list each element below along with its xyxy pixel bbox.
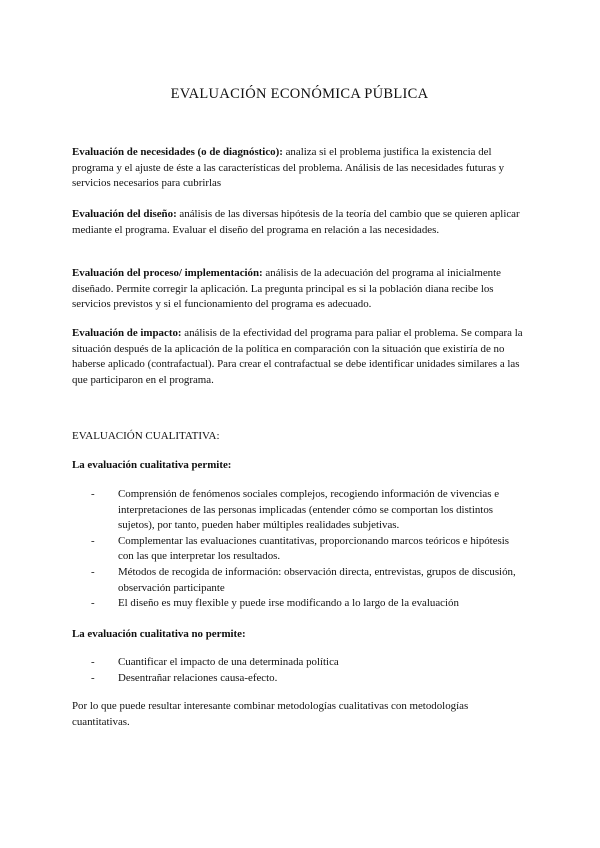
term-process-evaluation: Evaluación del proceso/ implementación:	[72, 267, 263, 279]
dash-bullet: -	[91, 534, 95, 547]
text-impact-evaluation: análisis de la efectividad del programa para paliar el problema. Se compara la situación después de la aplicación de la política en comparación con la situación que existiría de no haberse aplicado (contrafactual). Para crear el contrafactual se debe identificar unidades similares a las que participaron en el programa.	[72, 327, 523, 386]
not-permits-subheading: La evaluación cualitativa no permite:	[72, 628, 246, 640]
term-needs-evaluation: Evaluación de necesidades (o de diagnóstico):	[72, 146, 283, 158]
list-item: - Complementar las evaluaciones cuantitativas, proporcionando marcos teóricos e hipótesis con las que interpretar los resultados.	[91, 534, 510, 563]
dash-bullet: -	[91, 656, 95, 668]
list-item: - El diseño es muy flexible y puede irse modificando a lo largo de la evaluación	[72, 596, 527, 612]
term-design-evaluation: Evaluación del diseño:	[72, 208, 177, 220]
dash-bullet: -	[91, 671, 95, 684]
dash-bullet: -	[91, 597, 95, 610]
list-item: - Desentrañar relaciones causa-efecto.	[72, 671, 527, 687]
dash-bullet: -	[91, 565, 95, 578]
term-impact-evaluation: Evaluación de impacto:	[72, 327, 182, 339]
list-item: - Cuantificar el impacto de una determinada política	[72, 655, 527, 671]
paragraph-needs-evaluation	[72, 145, 527, 192]
dash-bullet: -	[91, 488, 95, 500]
conclusion-paragraph: Por lo que puede resultar interesante combinar metodologías cualitativas con metodologías cuantitativas.	[72, 700, 469, 728]
document-title: EVALUACIÓN ECONÓMICA PÚBLICA	[170, 86, 429, 102]
permits-subheading: La evaluación cualitativa permite:	[72, 459, 232, 471]
list-item: - Comprensión de fenómenos sociales complejos, recogiendo información de vivencias e interpretaciones de las personas implicadas (entender cómo se comportan los distintos sujetos), por tanto, pueden haber múltiples realidades subjetivas.	[91, 488, 500, 532]
text-design-evaluation: análisis de las diversas hipótesis de la teoría del cambio que se quieren aplicar mediante el programa. Evaluar el diseño del programa en relación a las necesidades.	[72, 208, 520, 236]
paragraph-impact-evaluation	[72, 326, 527, 388]
permits-list	[72, 487, 527, 612]
list-item: - Métodos de recogida de información: observación directa, entrevistas, grupos de discusión, observación participante	[91, 565, 516, 594]
text-process-evaluation: análisis de la adecuación del programa al inicialmente diseñado. Permite corregir la aplicación. La pregunta principal es si la población diana recibe los servicios previstos y si el funcionamiento del programa es adecuado.	[72, 267, 501, 311]
not-permits-list	[72, 655, 527, 686]
text-needs-evaluation: analiza si el problema justifica la existencia del programa y el ajuste de éste a las características del problema. Análisis de las necesidades futuras y servicios necesarios para cubrirlas	[72, 146, 505, 190]
paragraph-process-evaluation	[72, 266, 527, 313]
paragraph-design-evaluation	[72, 207, 527, 238]
qualitative-heading: EVALUACIÓN CUALITATIVA:	[72, 430, 220, 442]
